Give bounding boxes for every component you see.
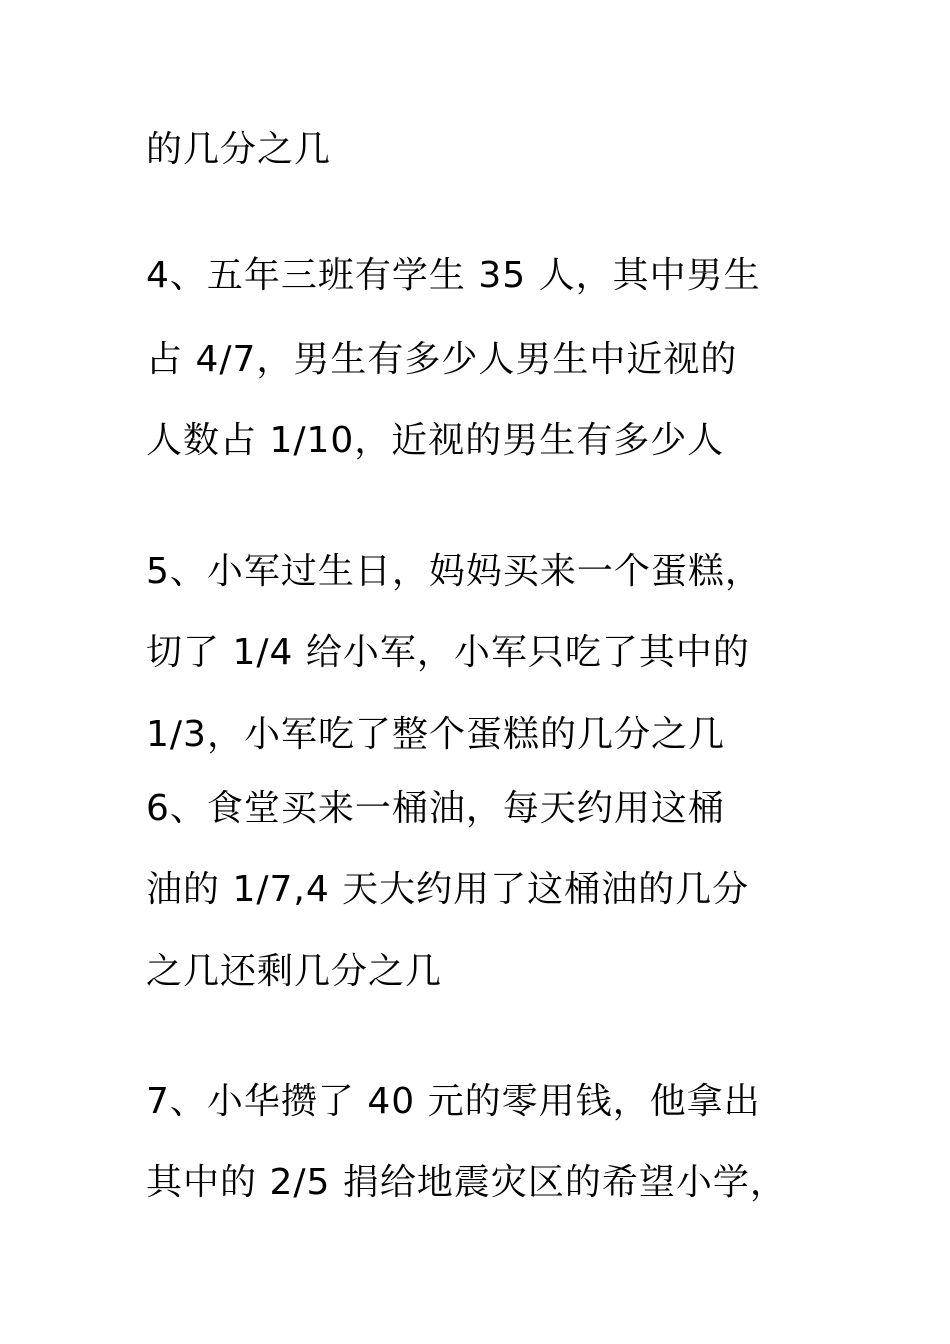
text-line: 人数占 1/10，近视的男生有多少人: [146, 420, 725, 461]
text-line: 切了 1/4 给小军，小军只吃了其中的: [146, 632, 750, 673]
text-line: 6、食堂买来一桶油，每天约用这桶: [146, 788, 725, 829]
text-line: 占 4/7，男生有多少人男生中近视的: [146, 339, 738, 380]
text-line: 1/3，小军吃了整个蛋糕的几分之几: [146, 714, 725, 755]
text-line: 5、小军过生日，妈妈买来一个蛋糕，: [146, 551, 762, 592]
text-line: 之几还剩几分之几: [146, 951, 443, 992]
text-line: 7、小华攒了 40 元的零用钱，他拿出: [146, 1081, 761, 1122]
text-line: 其中的 2/5 捐给地震灾区的希望小学，: [146, 1162, 787, 1203]
text-line: 4、五年三班有学生 35 人，其中男生: [146, 255, 761, 296]
text-line: 的几分之几: [146, 129, 332, 170]
text-line: 油的 1/7,4 天大约用了这桶油的几分: [146, 869, 750, 910]
